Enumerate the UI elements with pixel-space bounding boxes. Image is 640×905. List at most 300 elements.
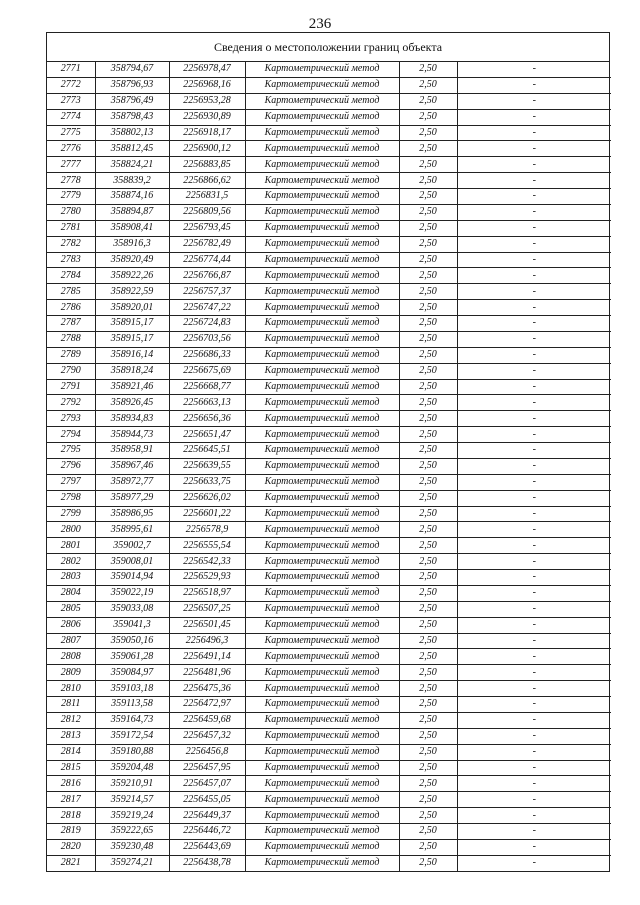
y-coordinate-cell: 2256930,89: [169, 109, 245, 125]
method-cell: Картометрический метод: [245, 585, 399, 601]
point-number-cell: 2811: [47, 697, 95, 713]
x-coordinate-cell: 358798,43: [95, 109, 169, 125]
method-cell: Картометрический метод: [245, 792, 399, 808]
description-cell: -: [457, 585, 611, 601]
method-cell: Картометрический метод: [245, 633, 399, 649]
accuracy-cell: 2,50: [399, 617, 457, 633]
x-coordinate-cell: 359002,7: [95, 538, 169, 554]
y-coordinate-cell: 2256518,97: [169, 585, 245, 601]
accuracy-cell: 2,50: [399, 252, 457, 268]
method-cell: Картометрический метод: [245, 157, 399, 173]
x-coordinate-cell: 358944,73: [95, 427, 169, 443]
description-cell: -: [457, 316, 611, 332]
point-number-cell: 2779: [47, 189, 95, 205]
y-coordinate-cell: 2256900,12: [169, 141, 245, 157]
accuracy-cell: 2,50: [399, 189, 457, 205]
x-coordinate-cell: 358796,49: [95, 93, 169, 109]
description-cell: -: [457, 141, 611, 157]
y-coordinate-cell: 2256578,9: [169, 522, 245, 538]
point-number-cell: 2810: [47, 681, 95, 697]
table-row: [47, 363, 611, 379]
x-coordinate-cell: 358977,29: [95, 490, 169, 506]
boundary-table: [46, 32, 610, 872]
x-coordinate-cell: 359180,88: [95, 744, 169, 760]
x-coordinate-cell: 358986,95: [95, 506, 169, 522]
x-coordinate-cell: 359050,16: [95, 633, 169, 649]
description-cell: -: [457, 220, 611, 236]
table-row: [47, 284, 611, 300]
description-cell: -: [457, 554, 611, 570]
accuracy-cell: 2,50: [399, 109, 457, 125]
x-coordinate-cell: 359274,21: [95, 855, 169, 870]
point-number-cell: 2814: [47, 744, 95, 760]
accuracy-cell: 2,50: [399, 839, 457, 855]
accuracy-cell: 2,50: [399, 347, 457, 363]
x-coordinate-cell: 358922,26: [95, 268, 169, 284]
description-cell: -: [457, 109, 611, 125]
table-row: [47, 395, 611, 411]
description-cell: -: [457, 331, 611, 347]
method-cell: Картометрический метод: [245, 379, 399, 395]
table-row: [47, 93, 611, 109]
point-number-cell: 2800: [47, 522, 95, 538]
description-cell: -: [457, 633, 611, 649]
x-coordinate-cell: 359103,18: [95, 681, 169, 697]
accuracy-cell: 2,50: [399, 379, 457, 395]
y-coordinate-cell: 2256968,16: [169, 77, 245, 93]
accuracy-cell: 2,50: [399, 760, 457, 776]
table-row: [47, 347, 611, 363]
y-coordinate-cell: 2256449,37: [169, 808, 245, 824]
y-coordinate-cell: 2256724,83: [169, 316, 245, 332]
table-row: [47, 633, 611, 649]
method-cell: Картометрический метод: [245, 141, 399, 157]
table-row: [47, 792, 611, 808]
point-number-cell: 2771: [47, 62, 95, 77]
y-coordinate-cell: 2256747,22: [169, 300, 245, 316]
method-cell: Картометрический метод: [245, 411, 399, 427]
table-row: [47, 443, 611, 459]
description-cell: -: [457, 268, 611, 284]
accuracy-cell: 2,50: [399, 316, 457, 332]
x-coordinate-cell: 358802,13: [95, 125, 169, 141]
point-number-cell: 2795: [47, 443, 95, 459]
description-cell: -: [457, 236, 611, 252]
y-coordinate-cell: 2256757,37: [169, 284, 245, 300]
description-cell: -: [457, 379, 611, 395]
y-coordinate-cell: 2256675,69: [169, 363, 245, 379]
description-cell: -: [457, 570, 611, 586]
method-cell: Картометрический метод: [245, 189, 399, 205]
accuracy-cell: 2,50: [399, 570, 457, 586]
x-coordinate-cell: 359214,57: [95, 792, 169, 808]
point-number-cell: 2816: [47, 776, 95, 792]
accuracy-cell: 2,50: [399, 744, 457, 760]
point-number-cell: 2803: [47, 570, 95, 586]
accuracy-cell: 2,50: [399, 220, 457, 236]
table-row: [47, 125, 611, 141]
point-number-cell: 2802: [47, 554, 95, 570]
y-coordinate-cell: 2256438,78: [169, 855, 245, 870]
y-coordinate-cell: 2256766,87: [169, 268, 245, 284]
method-cell: Картометрический метод: [245, 506, 399, 522]
point-number-cell: 2794: [47, 427, 95, 443]
table-row: [47, 824, 611, 840]
accuracy-cell: 2,50: [399, 125, 457, 141]
table-row: [47, 379, 611, 395]
accuracy-cell: 2,50: [399, 458, 457, 474]
point-number-cell: 2789: [47, 347, 95, 363]
table-row: [47, 649, 611, 665]
point-number-cell: 2793: [47, 411, 95, 427]
table-row: [47, 697, 611, 713]
point-number-cell: 2815: [47, 760, 95, 776]
table-row: [47, 776, 611, 792]
y-coordinate-cell: 2256918,17: [169, 125, 245, 141]
table-row: [47, 839, 611, 855]
x-coordinate-cell: 358926,45: [95, 395, 169, 411]
accuracy-cell: 2,50: [399, 808, 457, 824]
y-coordinate-cell: 2256455,05: [169, 792, 245, 808]
point-number-cell: 2773: [47, 93, 95, 109]
table-row: [47, 157, 611, 173]
method-cell: Картометрический метод: [245, 855, 399, 870]
table-row: [47, 665, 611, 681]
description-cell: -: [457, 760, 611, 776]
table-row: [47, 62, 611, 77]
description-cell: -: [457, 522, 611, 538]
coordinates-table: [47, 62, 611, 871]
table-row: [47, 331, 611, 347]
y-coordinate-cell: 2256831,5: [169, 189, 245, 205]
method-cell: Картометрический метод: [245, 681, 399, 697]
accuracy-cell: 2,50: [399, 792, 457, 808]
accuracy-cell: 2,50: [399, 554, 457, 570]
description-cell: -: [457, 347, 611, 363]
description-cell: -: [457, 681, 611, 697]
point-number-cell: 2778: [47, 173, 95, 189]
y-coordinate-cell: 2256774,44: [169, 252, 245, 268]
point-number-cell: 2808: [47, 649, 95, 665]
point-number-cell: 2774: [47, 109, 95, 125]
point-number-cell: 2806: [47, 617, 95, 633]
y-coordinate-cell: 2256472,97: [169, 697, 245, 713]
y-coordinate-cell: 2256457,95: [169, 760, 245, 776]
method-cell: Картометрический метод: [245, 522, 399, 538]
description-cell: -: [457, 173, 611, 189]
table-row: [47, 252, 611, 268]
x-coordinate-cell: 358972,77: [95, 474, 169, 490]
table-row: [47, 236, 611, 252]
y-coordinate-cell: 2256663,13: [169, 395, 245, 411]
method-cell: Картометрический метод: [245, 808, 399, 824]
method-cell: Картометрический метод: [245, 839, 399, 855]
method-cell: Картометрический метод: [245, 204, 399, 220]
accuracy-cell: 2,50: [399, 157, 457, 173]
accuracy-cell: 2,50: [399, 204, 457, 220]
y-coordinate-cell: 2256457,07: [169, 776, 245, 792]
point-number-cell: 2809: [47, 665, 95, 681]
y-coordinate-cell: 2256491,14: [169, 649, 245, 665]
y-coordinate-cell: 2256645,51: [169, 443, 245, 459]
table-row: [47, 109, 611, 125]
y-coordinate-cell: 2256457,32: [169, 728, 245, 744]
description-cell: -: [457, 601, 611, 617]
x-coordinate-cell: 358934,83: [95, 411, 169, 427]
table-row: [47, 506, 611, 522]
point-number-cell: 2783: [47, 252, 95, 268]
y-coordinate-cell: 2256809,56: [169, 204, 245, 220]
table-body: [47, 62, 611, 871]
accuracy-cell: 2,50: [399, 427, 457, 443]
table-row: [47, 427, 611, 443]
y-coordinate-cell: 2256978,47: [169, 62, 245, 77]
accuracy-cell: 2,50: [399, 728, 457, 744]
table-row: [47, 601, 611, 617]
point-number-cell: 2797: [47, 474, 95, 490]
y-coordinate-cell: 2256626,02: [169, 490, 245, 506]
table-row: [47, 411, 611, 427]
method-cell: Картометрический метод: [245, 617, 399, 633]
x-coordinate-cell: 359164,73: [95, 712, 169, 728]
method-cell: Картометрический метод: [245, 728, 399, 744]
point-number-cell: 2798: [47, 490, 95, 506]
accuracy-cell: 2,50: [399, 522, 457, 538]
table-row: [47, 855, 611, 870]
accuracy-cell: 2,50: [399, 474, 457, 490]
table-row: [47, 268, 611, 284]
table-row: [47, 458, 611, 474]
description-cell: -: [457, 189, 611, 205]
table-row: [47, 538, 611, 554]
accuracy-cell: 2,50: [399, 411, 457, 427]
table-row: [47, 585, 611, 601]
description-cell: -: [457, 93, 611, 109]
point-number-cell: 2820: [47, 839, 95, 855]
description-cell: -: [457, 744, 611, 760]
y-coordinate-cell: 2256529,93: [169, 570, 245, 586]
description-cell: -: [457, 776, 611, 792]
description-cell: -: [457, 77, 611, 93]
x-coordinate-cell: 359210,91: [95, 776, 169, 792]
x-coordinate-cell: 358916,3: [95, 236, 169, 252]
point-number-cell: 2796: [47, 458, 95, 474]
x-coordinate-cell: 359222,65: [95, 824, 169, 840]
method-cell: Картометрический метод: [245, 554, 399, 570]
method-cell: Картометрический метод: [245, 697, 399, 713]
y-coordinate-cell: 2256601,22: [169, 506, 245, 522]
accuracy-cell: 2,50: [399, 284, 457, 300]
x-coordinate-cell: 359033,08: [95, 601, 169, 617]
x-coordinate-cell: 359230,48: [95, 839, 169, 855]
x-coordinate-cell: 358894,87: [95, 204, 169, 220]
y-coordinate-cell: 2256703,56: [169, 331, 245, 347]
accuracy-cell: 2,50: [399, 633, 457, 649]
method-cell: Картометрический метод: [245, 109, 399, 125]
point-number-cell: 2807: [47, 633, 95, 649]
point-number-cell: 2805: [47, 601, 95, 617]
method-cell: Картометрический метод: [245, 316, 399, 332]
accuracy-cell: 2,50: [399, 363, 457, 379]
method-cell: Картометрический метод: [245, 347, 399, 363]
point-number-cell: 2790: [47, 363, 95, 379]
point-number-cell: 2801: [47, 538, 95, 554]
description-cell: -: [457, 697, 611, 713]
accuracy-cell: 2,50: [399, 776, 457, 792]
point-number-cell: 2812: [47, 712, 95, 728]
accuracy-cell: 2,50: [399, 331, 457, 347]
method-cell: Картометрический метод: [245, 665, 399, 681]
x-coordinate-cell: 358839,2: [95, 173, 169, 189]
method-cell: Картометрический метод: [245, 427, 399, 443]
x-coordinate-cell: 358812,45: [95, 141, 169, 157]
y-coordinate-cell: 2256507,25: [169, 601, 245, 617]
method-cell: Картометрический метод: [245, 395, 399, 411]
y-coordinate-cell: 2256686,33: [169, 347, 245, 363]
point-number-cell: 2804: [47, 585, 95, 601]
method-cell: Картометрический метод: [245, 538, 399, 554]
description-cell: -: [457, 157, 611, 173]
y-coordinate-cell: 2256633,75: [169, 474, 245, 490]
y-coordinate-cell: 2256651,47: [169, 427, 245, 443]
point-number-cell: 2799: [47, 506, 95, 522]
description-cell: -: [457, 363, 611, 379]
x-coordinate-cell: 359204,48: [95, 760, 169, 776]
y-coordinate-cell: 2256656,36: [169, 411, 245, 427]
description-cell: -: [457, 284, 611, 300]
x-coordinate-cell: 359014,94: [95, 570, 169, 586]
y-coordinate-cell: 2256782,49: [169, 236, 245, 252]
table-row: [47, 300, 611, 316]
method-cell: Картометрический метод: [245, 236, 399, 252]
y-coordinate-cell: 2256496,3: [169, 633, 245, 649]
table-row: [47, 554, 611, 570]
method-cell: Картометрический метод: [245, 570, 399, 586]
table-row: [47, 728, 611, 744]
x-coordinate-cell: 359022,19: [95, 585, 169, 601]
y-coordinate-cell: 2256555,54: [169, 538, 245, 554]
x-coordinate-cell: 358967,46: [95, 458, 169, 474]
description-cell: -: [457, 490, 611, 506]
description-cell: -: [457, 62, 611, 77]
x-coordinate-cell: 358922,59: [95, 284, 169, 300]
method-cell: Картометрический метод: [245, 458, 399, 474]
x-coordinate-cell: 359084,97: [95, 665, 169, 681]
method-cell: Картометрический метод: [245, 284, 399, 300]
description-cell: -: [457, 427, 611, 443]
table-row: [47, 712, 611, 728]
method-cell: Картометрический метод: [245, 300, 399, 316]
accuracy-cell: 2,50: [399, 697, 457, 713]
accuracy-cell: 2,50: [399, 93, 457, 109]
point-number-cell: 2782: [47, 236, 95, 252]
x-coordinate-cell: 358918,24: [95, 363, 169, 379]
point-number-cell: 2821: [47, 855, 95, 870]
table-row: [47, 808, 611, 824]
method-cell: Картометрический метод: [245, 824, 399, 840]
accuracy-cell: 2,50: [399, 855, 457, 870]
x-coordinate-cell: 358796,93: [95, 77, 169, 93]
method-cell: Картометрический метод: [245, 125, 399, 141]
method-cell: Картометрический метод: [245, 93, 399, 109]
x-coordinate-cell: 359008,01: [95, 554, 169, 570]
point-number-cell: 2776: [47, 141, 95, 157]
description-cell: -: [457, 443, 611, 459]
description-cell: -: [457, 411, 611, 427]
accuracy-cell: 2,50: [399, 712, 457, 728]
x-coordinate-cell: 358921,46: [95, 379, 169, 395]
description-cell: -: [457, 808, 611, 824]
x-coordinate-cell: 359061,28: [95, 649, 169, 665]
table-row: [47, 173, 611, 189]
y-coordinate-cell: 2256793,45: [169, 220, 245, 236]
page-number: 236: [308, 16, 332, 32]
method-cell: Картометрический метод: [245, 490, 399, 506]
description-cell: -: [457, 252, 611, 268]
y-coordinate-cell: 2256501,45: [169, 617, 245, 633]
table-row: [47, 617, 611, 633]
y-coordinate-cell: 2256866,62: [169, 173, 245, 189]
point-number-cell: 2817: [47, 792, 95, 808]
description-cell: -: [457, 204, 611, 220]
y-coordinate-cell: 2256443,69: [169, 839, 245, 855]
method-cell: Картометрический метод: [245, 744, 399, 760]
accuracy-cell: 2,50: [399, 395, 457, 411]
table-row: [47, 522, 611, 538]
accuracy-cell: 2,50: [399, 506, 457, 522]
method-cell: Картометрический метод: [245, 601, 399, 617]
table-row: [47, 490, 611, 506]
description-cell: -: [457, 728, 611, 744]
y-coordinate-cell: 2256883,85: [169, 157, 245, 173]
table-row: [47, 681, 611, 697]
point-number-cell: 2819: [47, 824, 95, 840]
accuracy-cell: 2,50: [399, 824, 457, 840]
x-coordinate-cell: 358874,16: [95, 189, 169, 205]
x-coordinate-cell: 358995,61: [95, 522, 169, 538]
description-cell: -: [457, 839, 611, 855]
method-cell: Картометрический метод: [245, 443, 399, 459]
x-coordinate-cell: 358916,14: [95, 347, 169, 363]
method-cell: Картометрический метод: [245, 776, 399, 792]
y-coordinate-cell: 2256481,96: [169, 665, 245, 681]
method-cell: Картометрический метод: [245, 649, 399, 665]
description-cell: -: [457, 125, 611, 141]
method-cell: Картометрический метод: [245, 474, 399, 490]
point-number-cell: 2813: [47, 728, 95, 744]
method-cell: Картометрический метод: [245, 760, 399, 776]
accuracy-cell: 2,50: [399, 173, 457, 189]
table-row: [47, 474, 611, 490]
table-row: [47, 316, 611, 332]
description-cell: -: [457, 665, 611, 681]
y-coordinate-cell: 2256639,55: [169, 458, 245, 474]
accuracy-cell: 2,50: [399, 585, 457, 601]
accuracy-cell: 2,50: [399, 649, 457, 665]
y-coordinate-cell: 2256456,8: [169, 744, 245, 760]
description-cell: -: [532, 857, 536, 869]
accuracy-cell: 2,50: [399, 77, 457, 93]
description-cell: -: [457, 824, 611, 840]
x-coordinate-cell: 358915,17: [95, 331, 169, 347]
y-coordinate-cell: 2256668,77: [169, 379, 245, 395]
point-number-cell: 2784: [47, 268, 95, 284]
method-cell: Картометрический метод: [245, 712, 399, 728]
y-coordinate-cell: 2256446,72: [169, 824, 245, 840]
table-row: [47, 204, 611, 220]
point-number-cell: 2792: [47, 395, 95, 411]
method-cell: Картометрический метод: [245, 220, 399, 236]
